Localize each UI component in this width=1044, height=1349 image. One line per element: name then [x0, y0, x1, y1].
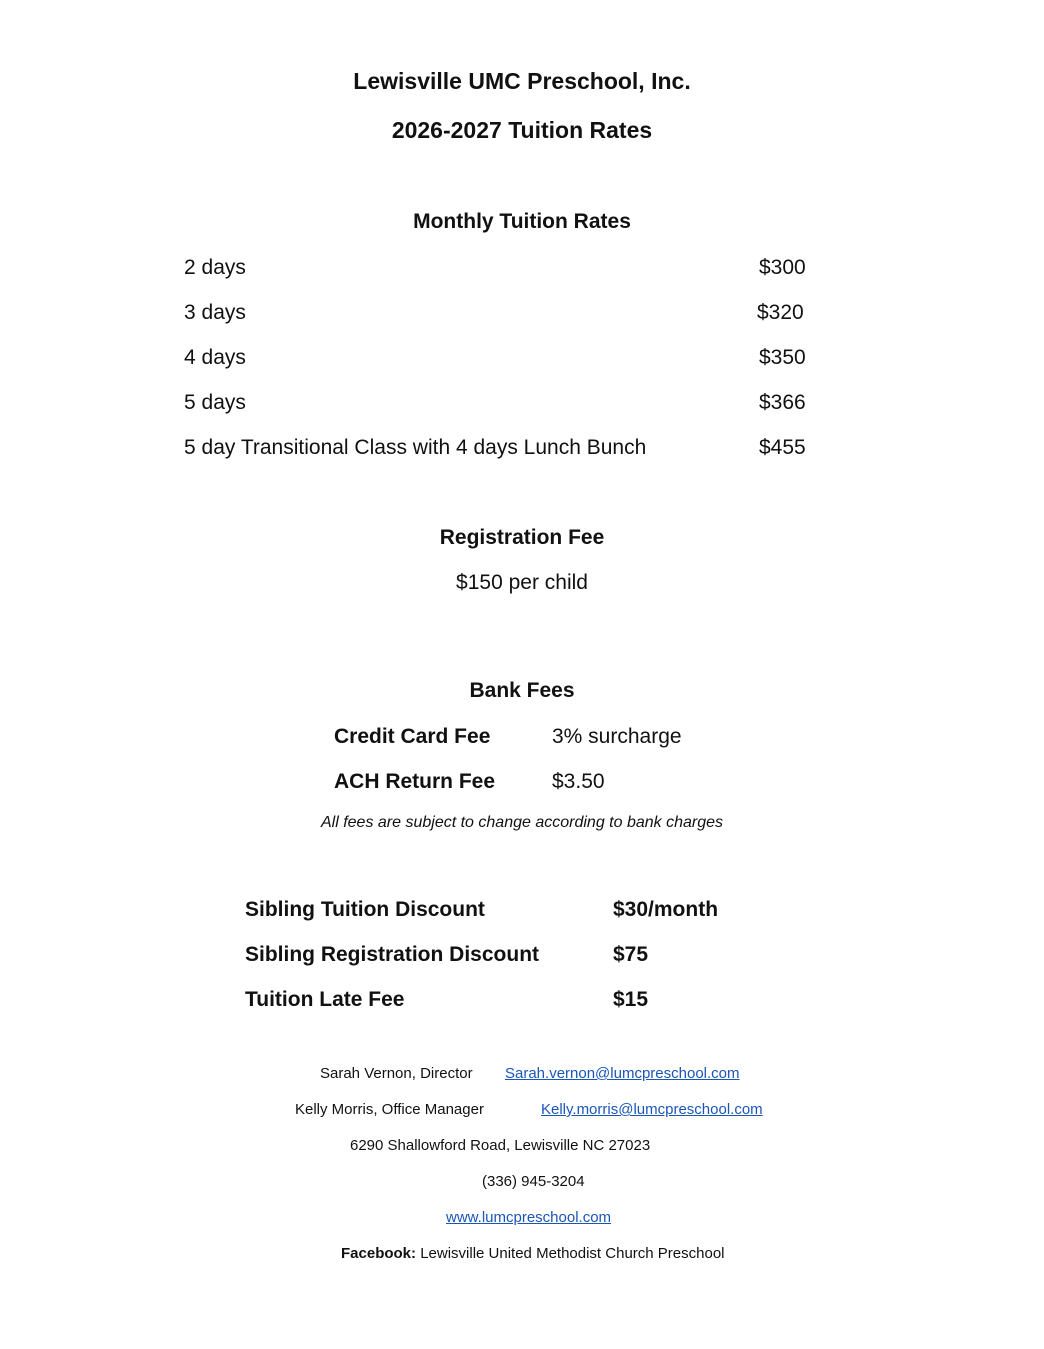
discount-row-label: Sibling Tuition Discount	[245, 898, 485, 921]
office-manager-label: Kelly Morris, Office Manager	[295, 1101, 484, 1118]
facebook-label: Facebook:	[341, 1245, 417, 1262]
bank-heading: Bank Fees	[469, 679, 575, 702]
bank-note: All fees are subject to change according to bank charges	[320, 814, 724, 831]
monthly-row-price: $350	[759, 346, 806, 369]
director-label: Sarah Vernon, Director	[320, 1065, 473, 1082]
facebook-line	[341, 1245, 725, 1262]
discount-row-label: Sibling Registration Discount	[245, 943, 540, 966]
discount-row-label: Tuition Late Fee	[245, 988, 405, 1011]
discount-row-value: $30/month	[613, 898, 719, 921]
director-email-link[interactable]: Sarah.vernon@lumcpreschool.com	[505, 1065, 740, 1082]
bank-row-label: ACH Return Fee	[334, 770, 496, 793]
bank-row-value: $3.50	[552, 770, 605, 793]
phone: (336) 945-3204	[482, 1173, 585, 1190]
discount-row-value: $75	[613, 943, 649, 966]
page-title: 2026-2027 Tuition Rates	[391, 117, 653, 143]
monthly-heading: Monthly Tuition Rates	[413, 210, 631, 233]
office-manager-email-link[interactable]: Kelly.morris@lumcpreschool.com	[541, 1101, 763, 1118]
registration-value: $150 per child	[456, 571, 588, 594]
monthly-row-label: 3 days	[184, 301, 246, 324]
monthly-row-label: 2 days	[184, 256, 246, 279]
monthly-row-label: 5 day Transitional Class with 4 days Lunch Bunch	[184, 436, 647, 459]
facebook-value: Lewisville United Methodist Church Preschool	[420, 1245, 725, 1262]
address: 6290 Shallowford Road, Lewisville NC 27023	[350, 1137, 651, 1154]
website-link[interactable]: www.lumcpreschool.com	[446, 1209, 612, 1226]
bank-row-value: 3% surcharge	[552, 725, 682, 748]
discount-row-value: $15	[613, 988, 649, 1011]
registration-heading: Registration Fee	[439, 526, 605, 549]
bank-row-label: Credit Card Fee	[334, 725, 491, 748]
org-name: Lewisville UMC Preschool, Inc.	[353, 68, 691, 94]
monthly-row-price: $455	[759, 436, 806, 459]
monthly-row-price: $366	[759, 391, 806, 414]
monthly-row-price: $320	[757, 301, 804, 324]
monthly-row-price: $300	[759, 256, 806, 279]
monthly-row-label: 5 days	[184, 391, 246, 414]
monthly-row-label: 4 days	[184, 346, 246, 369]
